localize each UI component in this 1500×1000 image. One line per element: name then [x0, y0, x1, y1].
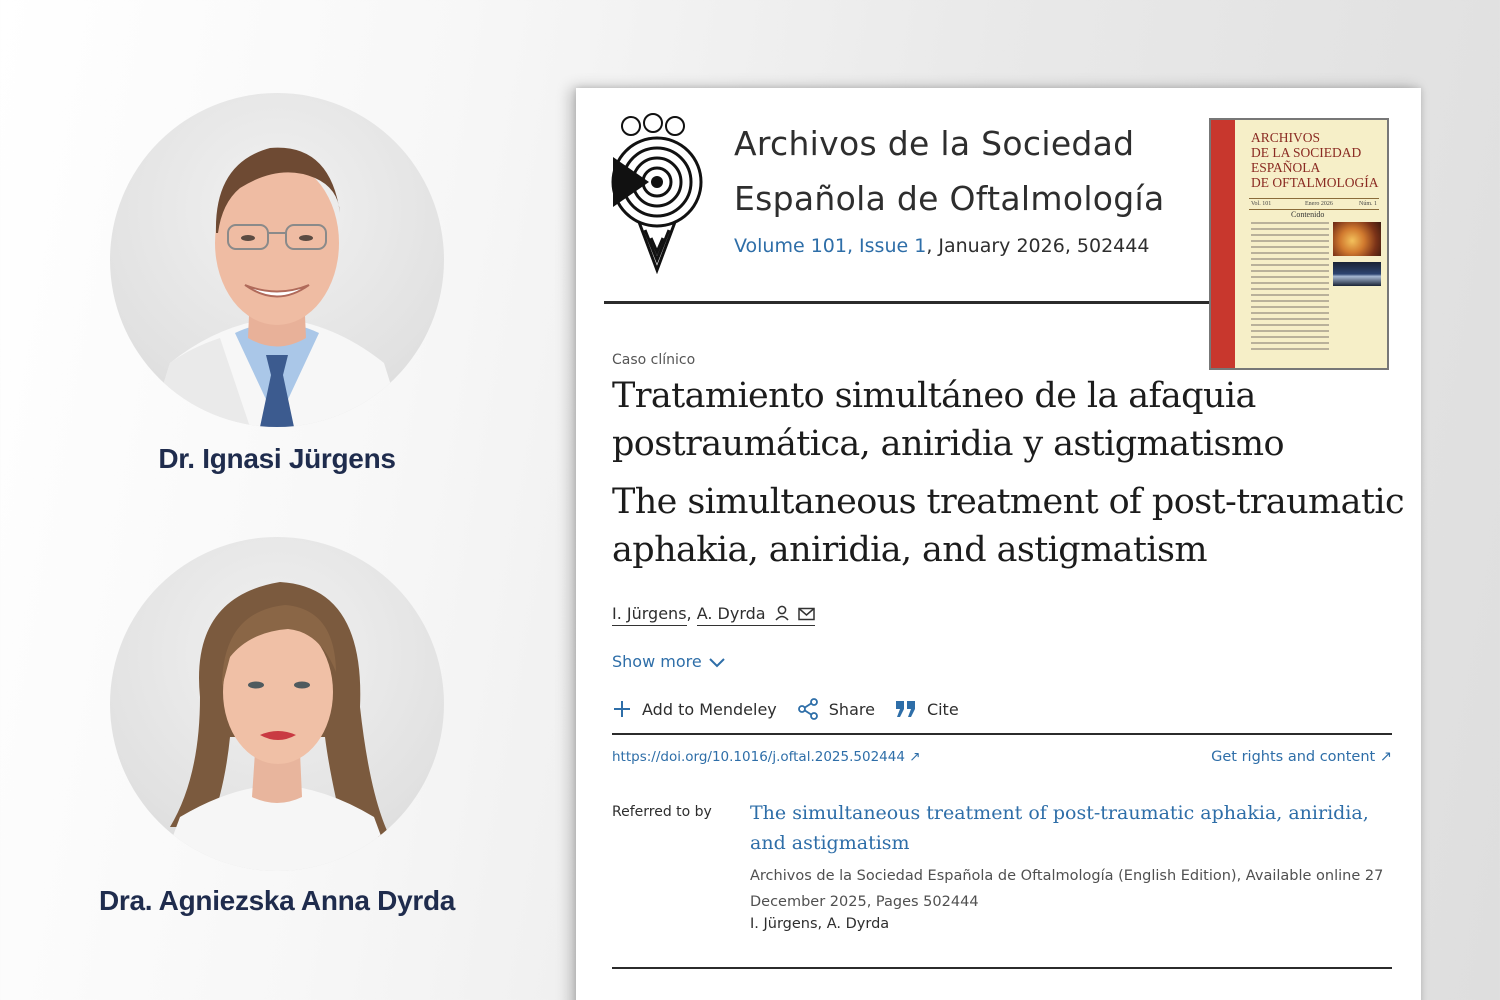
article-type: Caso clínico	[612, 352, 696, 368]
author-separator: ,	[686, 604, 697, 623]
cover-eye-image	[1333, 222, 1381, 256]
get-rights-link[interactable]: Get rights and content ↗	[1211, 749, 1392, 765]
share-label: Share	[828, 699, 875, 719]
journal-name-line1: Archivos de la Sociedad	[734, 124, 1135, 163]
show-more-button[interactable]	[612, 652, 726, 671]
volume-line	[734, 235, 1149, 257]
referred-to-by-label: Referred to by	[612, 804, 712, 820]
actions-divider	[612, 733, 1392, 735]
referred-article-link[interactable]: The simultaneous treatment of post-traumatic aphakia, aniridia, and astigmatism	[750, 802, 1369, 854]
journal-name-line2: Española de Oftalmología	[734, 179, 1165, 218]
portrait-photo-dyrda	[110, 537, 444, 871]
cover-number: Núm. 1	[1359, 201, 1377, 207]
author-name-dyrda: A. Dyrda	[696, 604, 766, 623]
cover-scan-image	[1333, 262, 1381, 286]
show-more-label: Show more	[612, 652, 702, 671]
person-card-dyrda	[98, 537, 456, 916]
journal-logo-icon	[609, 112, 707, 274]
add-to-mendeley-button[interactable]	[612, 698, 777, 720]
journal-cover-thumbnail[interactable]	[1209, 118, 1389, 370]
volume-date-text: , January 2026, 502444	[926, 235, 1150, 257]
person-card-jurgens	[110, 93, 444, 474]
quote-icon	[895, 700, 917, 718]
article-title-english: The simultaneous treatment of post-traumatic aphakia, aniridia, and astigmatism	[612, 482, 1404, 570]
chevron-down-icon	[708, 657, 726, 669]
envelope-icon	[798, 607, 815, 621]
cover-text-lines	[1251, 222, 1329, 354]
author-list	[612, 604, 815, 623]
article-page	[576, 88, 1421, 1000]
cover-contents-heading: Contenido	[1291, 210, 1325, 219]
share-button[interactable]	[797, 698, 875, 720]
cite-button[interactable]	[895, 698, 959, 720]
article-title-spanish: Tratamiento simultáneo de la afaquia postraumática, aniridia y astigmatismo	[612, 376, 1284, 464]
cover-date: Enero 2026	[1305, 201, 1333, 207]
plus-icon	[612, 699, 632, 719]
cover-title: ARCHIVOS DE LA SOCIEDAD ESPAÑOLA DE OFTALMOLOGÍA	[1251, 130, 1379, 190]
cover-red-band	[1211, 120, 1235, 368]
article-actions	[612, 698, 979, 720]
author-link-dyrda[interactable]	[697, 604, 815, 626]
person-icon	[775, 605, 789, 621]
referred-article-source: Archivos de la Sociedad Española de Oftalmología (English Edition), Available online 27 December 2025, Pages 502444	[750, 868, 1384, 910]
portrait-photo-jurgens	[110, 93, 444, 427]
doi-link[interactable]: https://doi.org/10.1016/j.oftal.2025.502444 ↗	[612, 749, 921, 765]
cover-divider	[1249, 198, 1379, 199]
header-divider	[604, 301, 1213, 304]
volume-issue-link[interactable]: Volume 101, Issue 1	[734, 235, 927, 257]
add-to-mendeley-label: Add to Mendeley	[642, 699, 777, 719]
person-name-dyrda: Dra. Agniezska Anna Dyrda	[98, 885, 456, 916]
cover-volume: Vol. 101	[1251, 201, 1272, 207]
share-icon	[797, 698, 819, 720]
person-name-jurgens: Dr. Ignasi Jürgens	[158, 443, 396, 474]
author-link-jurgens[interactable]: I. Jürgens	[612, 604, 687, 626]
referred-article-authors: I. Jürgens, A. Dyrda	[750, 916, 890, 932]
cite-label: Cite	[926, 699, 959, 719]
bottom-divider	[612, 967, 1392, 969]
